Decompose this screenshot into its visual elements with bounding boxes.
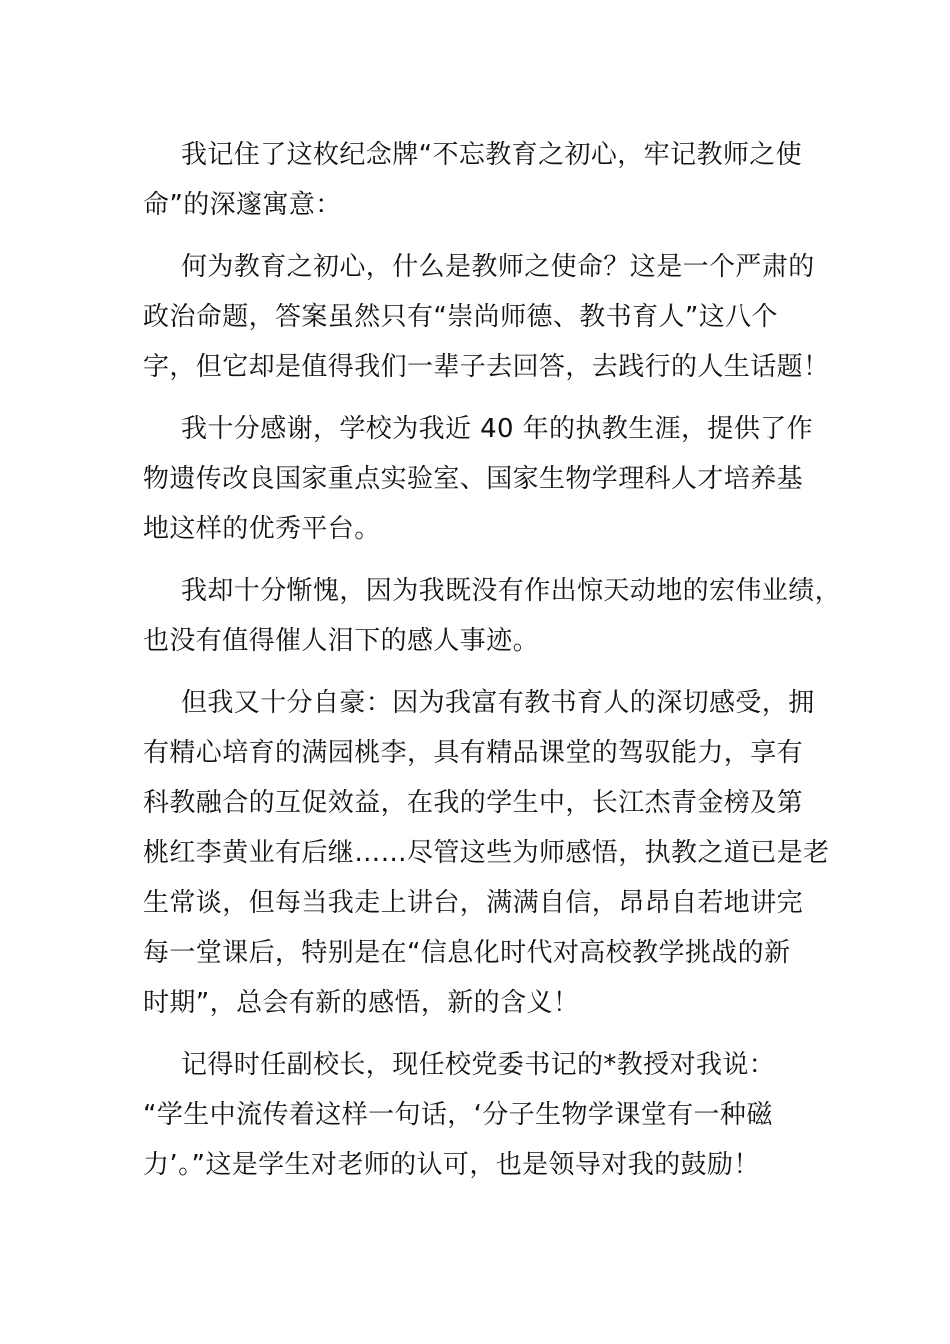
text-line: 力’。”这是学生对老师的认可，也是领导对我的鼓励！ [143,1150,760,1180]
text-line: 每一堂课后，特别是在“信息化时代对高校教学挑战的新 [143,938,791,968]
text-line: 生常谈，但每当我走上讲台，满满自信，昂昂自若地讲完 [143,888,804,918]
document-body [143,130,842,1202]
text-line: 记得时任副校长，现任校党委书记的*教授对我说： [181,1050,776,1080]
text-line: 时期”，总会有新的感悟，新的含义！ [143,988,580,1018]
text-line: 地这样的优秀平台。 [143,514,381,544]
text-line: 桃红李黄业有后继……尽管这些为师感悟，执教之道已是老 [143,838,830,868]
text-line: 我记住了这枚纪念牌“不忘教育之初心，牢记教师之使 [181,140,803,170]
paragraph-6 [143,1040,818,1190]
text-line: 我却十分惭愧，因为我既没有作出惊天动地的宏伟业绩， [181,576,842,606]
paragraph-4 [143,566,842,666]
paragraph-5 [143,678,830,1028]
text-line: 科教融合的互促效益，在我的学生中，长江杰青金榜及第 [143,788,804,818]
paragraph-2 [143,242,830,392]
text-line: 也没有值得催人泪下的感人事迹。 [143,626,540,656]
text-line: 物遗传改良国家重点实验室、国家生物学理科人才培养基 [143,464,804,494]
text-line: 字，但它却是值得我们一辈子去回答，去践行的人生话题！ [143,352,830,382]
text-line: 何为教育之初心，什么是教师之使命？这是一个严肃的 [181,252,815,282]
text-line: 政治命题，答案虽然只有“崇尚师德、教书育人”这八个 [143,302,778,332]
text-line: 有精心培育的满园桃李，具有精品课堂的驾驭能力，享有 [143,738,804,768]
text-line: “学生中流传着这样一句话，‘分子生物学课堂有一种磁 [143,1100,773,1130]
text-line: 我十分感谢，学校为我近 40 年的执教生涯，提供了作 [181,414,814,444]
text-line: 但我又十分自豪：因为我富有教书育人的深切感受，拥 [181,688,815,718]
paragraph-3 [143,404,818,554]
paragraph-1 [143,130,818,230]
text-line: 命”的深邃寓意： [143,190,342,220]
